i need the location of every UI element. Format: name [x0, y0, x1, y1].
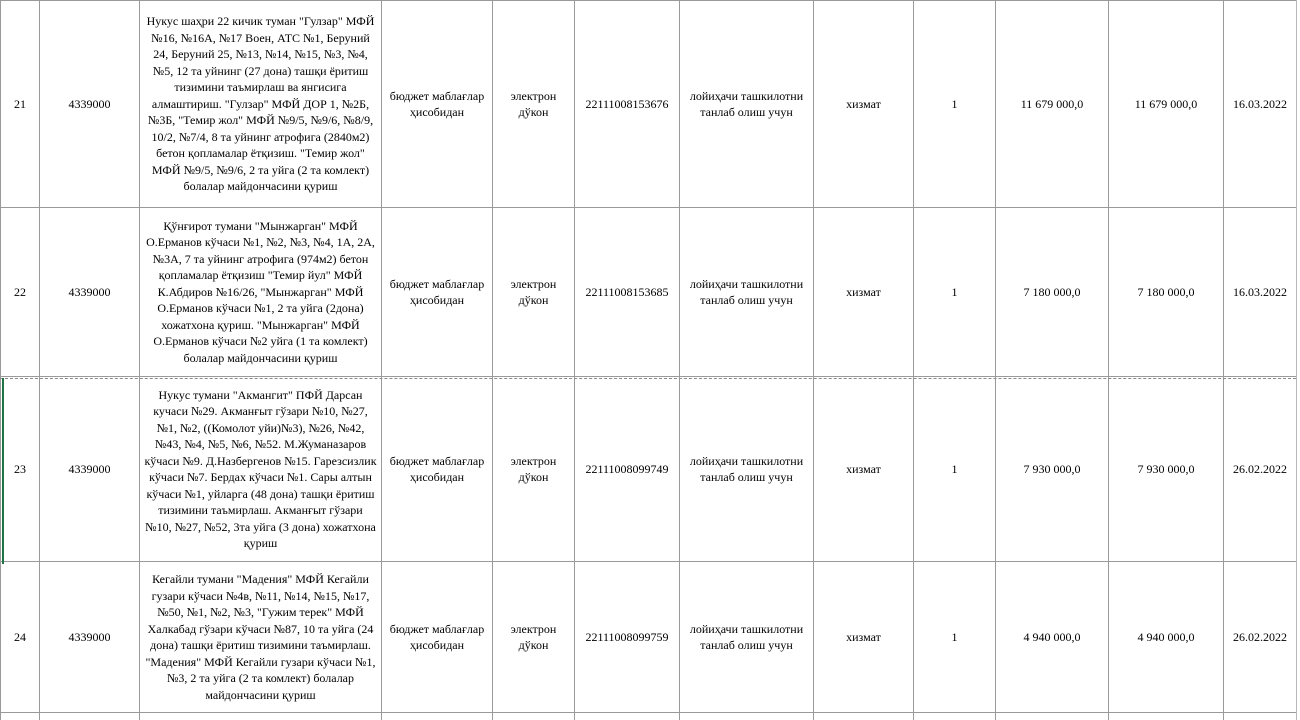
page-break-line [0, 378, 1296, 379]
cell-empty[interactable] [680, 713, 814, 720]
cell-quantity[interactable]: 1 [914, 1, 996, 208]
cell-empty[interactable] [1, 713, 40, 720]
cell-code[interactable]: 4339000 [40, 208, 140, 377]
cell-contract-number[interactable]: 22111008153676 [575, 1, 680, 208]
table-row [1, 208, 1297, 377]
cell-date[interactable]: 16.03.2022 [1224, 1, 1297, 208]
cell-funding-source[interactable]: бюджет маблағлар ҳисобидан [382, 562, 493, 713]
cell-price[interactable]: 7 930 000,0 [996, 377, 1109, 562]
cell-date[interactable]: 26.02.2022 [1224, 562, 1297, 713]
table-row [1, 1, 1297, 208]
cell-funding-source[interactable]: бюджет маблағлар ҳисобидан [382, 208, 493, 377]
cell-price[interactable]: 7 180 000,0 [996, 208, 1109, 377]
cell-funding-source[interactable]: бюджет маблағлар ҳисобидан [382, 377, 493, 562]
cell-funding-source[interactable]: бюджет маблағлар ҳисобидан [382, 1, 493, 208]
cell-total[interactable]: 11 679 000,0 [1109, 1, 1224, 208]
cell-empty[interactable] [575, 713, 680, 720]
cell-empty[interactable] [914, 713, 996, 720]
cell-quantity[interactable]: 1 [914, 562, 996, 713]
cell-description[interactable]: Кегайли тумани "Мадения" МФЙ Кегайли гузари кўчаси №4в, №11, №14, №15, №17, №50, №1, №2, №3, "Гужим терек" МФЙ Халкабад гўзари кўчаси №87, 10 та уйга (24 дона) ташқи ёритиш тизимини таъмирлаш. "Мадения" МФЙ Кегайли гузари кўчаси №1, №3, 2 та уйга (2 та комлект) болалар майдончасини қуриш [140, 562, 382, 713]
cell-type[interactable]: хизмат [814, 1, 914, 208]
cell-empty[interactable] [493, 713, 575, 720]
cell-row-number[interactable]: 21 [1, 1, 40, 208]
cell-purpose[interactable]: лойиҳачи ташкилотни танлаб олиш учун [680, 1, 814, 208]
table-row [1, 377, 1297, 562]
cell-type[interactable]: хизмат [814, 562, 914, 713]
sheet-right-border [1296, 0, 1297, 720]
cell-empty[interactable] [814, 713, 914, 720]
cell-row-number[interactable]: 24 [1, 562, 40, 713]
cell-total[interactable]: 7 180 000,0 [1109, 208, 1224, 377]
cell-date[interactable]: 26.02.2022 [1224, 377, 1297, 562]
cell-empty[interactable] [1224, 713, 1297, 720]
cell-type[interactable]: хизмат [814, 377, 914, 562]
cell-purpose[interactable]: лойиҳачи ташкилотни танлаб олиш учун [680, 377, 814, 562]
cell-purchase-method[interactable]: электрон дўкон [493, 377, 575, 562]
cell-code[interactable]: 4339000 [40, 377, 140, 562]
cell-price[interactable]: 4 940 000,0 [996, 562, 1109, 713]
selection-indicator [2, 378, 4, 564]
cell-contract-number[interactable]: 22111008099759 [575, 562, 680, 713]
cell-date[interactable]: 16.03.2022 [1224, 208, 1297, 377]
cell-description[interactable]: Нукус шаҳри 22 кичик туман "Гулзар" МФЙ №16, №16А, №17 Воен, АТС №1, Беруний 24, Беруний 25, №13, №14, №15, №3, №4, №5, 12 та уйнинг (27 дона) ташқи ёритиш тизимини таъмирлаш ва янгисига алмаштириш. "Гулзар" МФЙ ДОР 1, №2Б, №3Б, "Темир жол" МФЙ №9/5, №9/6, №8/9, 10/2, №7/4, 8 та уйнинг атрофига (2840м2) бетон қопламалар ётқизиш. "Темир жол" МФЙ №9/5, №9/6, 2 та уйга (2 та комлект) болалар майдончасини қуриш [140, 1, 382, 208]
cell-description[interactable]: Қўнғирот тумани "Мынжарган" МФЙ О.Ерманов кўчаси №1, №2, №3, №4, 1А, 2А, №3А, 7 та уйнинг атрофига (974м2) бетон қопламалар ётқизиш "Темир йул" МФЙ К.Абдиров №16/26, "Мынжарган" МФЙ О.Ерманов кўчаси №1, 2 та уйга (2дона) хожатхона қуриш. "Мынжарган" МФЙ О.Ерманов кўчаси №2 уйга (1 та комлект) болалар майдончасини қуриш [140, 208, 382, 377]
table-row [1, 562, 1297, 713]
cell-row-number[interactable]: 22 [1, 208, 40, 377]
cell-quantity[interactable]: 1 [914, 208, 996, 377]
cell-price[interactable]: 11 679 000,0 [996, 1, 1109, 208]
cell-type[interactable]: хизмат [814, 208, 914, 377]
cell-purchase-method[interactable]: электрон дўкон [493, 562, 575, 713]
cell-code[interactable]: 4339000 [40, 562, 140, 713]
cell-total[interactable]: 7 930 000,0 [1109, 377, 1224, 562]
cell-quantity[interactable]: 1 [914, 377, 996, 562]
cell-empty[interactable] [996, 713, 1109, 720]
cell-contract-number[interactable]: 22111008153685 [575, 208, 680, 377]
cell-empty[interactable] [140, 713, 382, 720]
cell-empty[interactable] [382, 713, 493, 720]
cell-purchase-method[interactable]: электрон дўкон [493, 1, 575, 208]
cell-code[interactable]: 4339000 [40, 1, 140, 208]
table-row [1, 713, 1297, 720]
cell-purpose[interactable]: лойиҳачи ташкилотни танлаб олиш учун [680, 208, 814, 377]
cell-row-number[interactable]: 23 [1, 377, 40, 562]
cell-empty[interactable] [40, 713, 140, 720]
cell-purpose[interactable]: лойиҳачи ташкилотни танлаб олиш учун [680, 562, 814, 713]
cell-total[interactable]: 4 940 000,0 [1109, 562, 1224, 713]
cell-purchase-method[interactable]: электрон дўкон [493, 208, 575, 377]
cell-description[interactable]: Нукус тумани "Акмангит" ПФЙ Дарсан кучаси №29. Акманғыт гўзари №10, №27, №1, №2, ((Комолот уйи)№3), №26, №42, №43, №4, №5, №6, №52. М.Жуманазаров кўчаси №9. Д.Назбергенов №15. Гарезсизлик кўчаси №7. Бердах кўчаси №1. Сары алтын кўчаси №1, уйларга (48 дона) ташқи ёритиш тизимини таъмирлаш. Акманғыт гўзари №10, №27, №52, 3та уйга (3 дона) хожатхона қуриш [140, 377, 382, 562]
cell-empty[interactable] [1109, 713, 1224, 720]
cell-contract-number[interactable]: 22111008099749 [575, 377, 680, 562]
